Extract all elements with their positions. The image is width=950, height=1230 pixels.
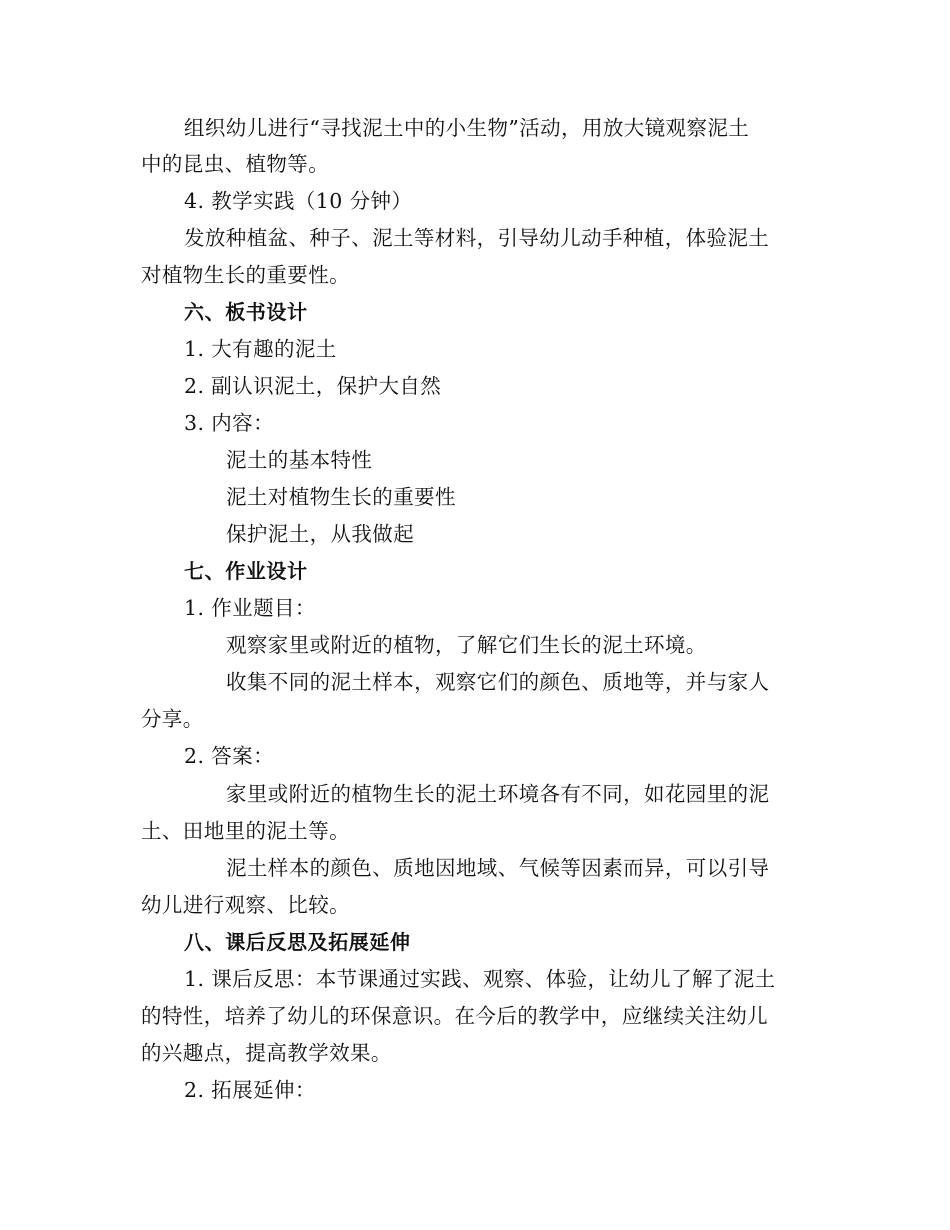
paragraph-line: 的兴趣点，提高教学效果。 bbox=[141, 1041, 392, 1065]
sub-item: 泥土样本的颜色、质地因地域、气候等因素而异，可以引导 bbox=[226, 856, 770, 880]
list-item: 1. 大有趣的泥土 bbox=[184, 337, 337, 361]
section-heading: 七、作业设计 bbox=[184, 559, 308, 583]
paragraph-line: 发放种植盆、种子、泥土等材料，引导幼儿动手种植，体验泥土 bbox=[184, 226, 770, 250]
paragraph-line: 的特性，培养了幼儿的环保意识。在今后的教学中，应继续关注幼儿 bbox=[141, 1004, 768, 1028]
section-heading: 八、课后反思及拓展延伸 bbox=[184, 930, 411, 954]
list-item: 2. 副认识泥土，保护大自然 bbox=[184, 374, 442, 398]
sub-item: 家里或附近的植物生长的泥土环境各有不同，如花园里的泥 bbox=[226, 782, 770, 806]
list-item: 3. 内容： bbox=[184, 411, 274, 435]
list-item: 2. 答案： bbox=[184, 744, 274, 768]
paragraph-line: 土、田地里的泥土等。 bbox=[141, 819, 350, 843]
paragraph-line: 分享。 bbox=[141, 707, 204, 731]
paragraph-line: 中的昆虫、植物等。 bbox=[141, 152, 330, 176]
paragraph-line: 组织幼儿进行“寻找泥土中的小生物”活动，用放大镜观察泥土 bbox=[184, 116, 750, 140]
list-item: 4. 教学实践（10 分钟） bbox=[184, 189, 413, 213]
sub-item: 收集不同的泥土样本，观察它们的颜色、质地等，并与家人 bbox=[226, 670, 770, 694]
paragraph-line: 幼儿进行观察、比较。 bbox=[141, 893, 350, 917]
paragraph-line: 对植物生长的重要性。 bbox=[141, 263, 350, 287]
list-item: 1. 作业题目： bbox=[184, 596, 316, 620]
sub-item: 观察家里或附近的植物，了解它们生长的泥土环境。 bbox=[226, 633, 707, 657]
section-heading: 六、板书设计 bbox=[184, 300, 308, 324]
sub-item: 保护泥土，从我做起 bbox=[226, 522, 415, 546]
list-item: 2. 拓展延伸： bbox=[184, 1078, 316, 1102]
list-item: 1. 课后反思：本节课通过实践、观察、体验，让幼儿了解了泥土 bbox=[184, 967, 776, 991]
sub-item: 泥土对植物生长的重要性 bbox=[226, 485, 456, 509]
sub-item: 泥土的基本特性 bbox=[226, 448, 373, 472]
